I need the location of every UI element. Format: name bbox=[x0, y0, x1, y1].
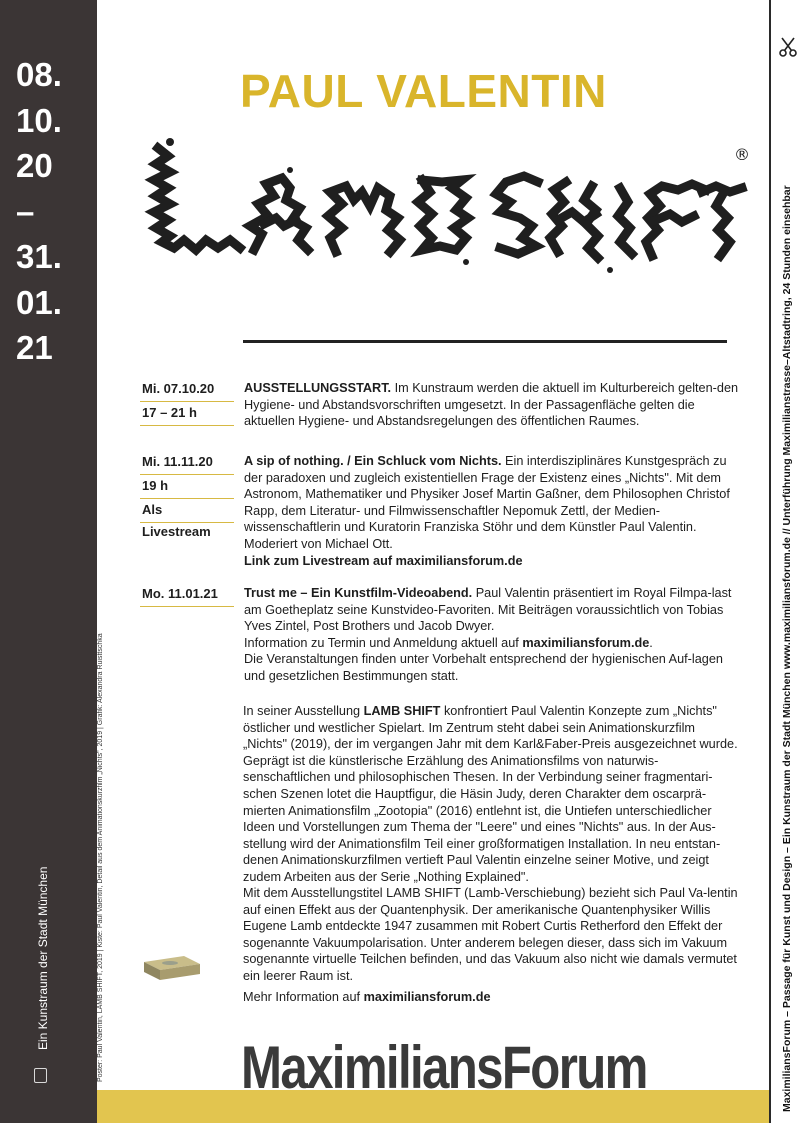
city-label: Ein Kunstraum der Stadt München bbox=[36, 866, 50, 1050]
date-part: 08. bbox=[16, 56, 62, 93]
event-dates bbox=[140, 583, 234, 607]
event-text: Paul Valentin präsentiert im Royal Filmpa-last am Goetheplatz seine Kunstvideo-Favoriten. Mit Beiträgen voraussichtlich von Tobias Yves Zintel, Post Brothers und Jacob Dwyer. bbox=[244, 586, 732, 634]
event-info: Information zu Termin und Anmeldung aktuell auf bbox=[244, 635, 523, 650]
event-dates bbox=[140, 451, 234, 539]
brand-logo: MaximiliansForum bbox=[241, 1034, 647, 1101]
event-description bbox=[244, 380, 740, 430]
title-rule bbox=[243, 340, 727, 343]
lambshift-logo-art bbox=[140, 130, 750, 330]
event-text: Ein interdisziplinäres Kunstgespräch zu der paradoxen und zugleich existentiellen Frage der Existenz eines „Nichts". Mit dem Astronom, Mathematiker und Physiker Josef Martin Gaßner, dem Philosophen Christof Rapp, dem Literatur- und Filmwissenschaftler Nepomuk Zettl, der Medien-wissenschaftlerin und Kuratorin Franziska Stöhr und dem Künstler Paul Valentin. Moderiert von Michael Ott. bbox=[244, 454, 730, 551]
coat-of-arms-icon bbox=[34, 1068, 47, 1083]
date-part: 31. bbox=[16, 238, 62, 275]
description-paragraph-2: Mit dem Ausstellungstitel LAMB SHIFT (Lamb-Verschiebung) bezieht sich Paul Va-lentin auf einen Effekt aus der Quantenphysik. Der amerikanische Quantenphysiker Willis Eugene Lamb entdeckte 1947 zusammen mit Robert Curtis Retherford den Effekt der sogenannte Vakuumpolarisation. Unter anderem belegen dieser, dass sich im Vakuum sogenannte virtuelle Teilchen befinden, und das Vakuum also nicht wie damals vermutet ein leerer Raum ist. bbox=[243, 886, 738, 983]
date-part: – bbox=[16, 192, 35, 230]
event-note: Die Veranstaltungen finden unter Vorbehalt entsprechend der hygienischen Auf-lagen und gesetzlichen Bestimmungen statt. bbox=[244, 652, 723, 683]
desc-text: In seiner Ausstellung bbox=[243, 704, 364, 718]
event-dates bbox=[140, 378, 234, 426]
date-part: 21 bbox=[16, 329, 53, 366]
more-info-link[interactable]: maximiliansforum.de bbox=[363, 990, 491, 1004]
event-heading: AUSSTELLUNGSSTART. bbox=[244, 381, 392, 395]
event-info-end: . bbox=[649, 635, 653, 650]
more-info-text: Mehr Information auf bbox=[243, 990, 364, 1004]
event-time: 17 – 21 h bbox=[140, 402, 234, 426]
event-heading: Trust me – Ein Kunstfilm-Videoabend. bbox=[244, 586, 473, 600]
fold-line bbox=[769, 0, 771, 1123]
event-text: Im Kunstraum werden die aktuell im Kulturbereich gelten-den Hygiene- und Abstandsvorschriften umgesetzt. In der Passagenfläche gelten die aktuellen Hygiene- und Abstandsregelungen des öffentlichen Raumes. bbox=[244, 381, 739, 429]
event-date: Mi. 11.11.20 bbox=[140, 451, 234, 475]
desc-text: konfrontiert Paul Valentin Konzepte zum „Nichts" östlicher und westlicher Spielart. Im Zentrum steht dabei sein Animationskurzfilm „Nichts" (2019), der im vergangen Jahr mit dem Karl&Faber-Preis ausgezeichnet wurde. Geprägt ist die künstlerische Erzählung des Animationsfilms von naturwis-senschaftlichen und philosophischen Thesen. In der Verbindung seiner fragmentari-schen Szenen lotet die Hauptfigur, die Häsin Judy, deren Charakter dem oscarprä-mierten Animationsfilm „Zootopia" (2016) entlehnt ist, die Untiefen unterschiedlicher Ideen und Vorstellungen zum Thema der "Leere" und eines "Nichts" aus. In der Aus-stellung wird der Animationsfilm Teil einer großformatigen Installation. In neu entstan-denen Animationskurzfilmen vertieft Paul Valentin einzelne seiner Motive, und zeigt zudem Arbeiten aus der Serie „Nothing Explained". bbox=[243, 704, 738, 884]
lambshift-logo bbox=[140, 130, 750, 330]
event-date: Mi. 07.10.20 bbox=[140, 378, 234, 402]
date-part: 20 bbox=[16, 147, 53, 184]
date-part: 10. bbox=[16, 101, 62, 139]
scissors-icon bbox=[777, 36, 799, 58]
registered-mark: ® bbox=[734, 145, 750, 164]
event-heading: A sip of nothing. / Ein Schluck vom Nichts. bbox=[244, 454, 502, 468]
livestream-link[interactable]: Link zum Livestream auf maximiliansforum.de bbox=[244, 553, 523, 568]
event-time: 19 h bbox=[140, 475, 234, 499]
event-date: Mo. 11.01.21 bbox=[140, 583, 234, 607]
desc-bold-title: LAMB SHIFT bbox=[363, 704, 441, 718]
description-paragraph-1 bbox=[243, 703, 739, 886]
venue-info: MaximiliansForum – Passage für Kunst und Design – Ein Kunstraum der Stadt München www.maximiliansforum.de // Unterführung Maximilianstrasse–Altstadtring, 24 Stunden einsehbar bbox=[781, 185, 793, 1112]
event-description bbox=[244, 453, 740, 569]
website-link[interactable]: maximiliansforum.de bbox=[522, 635, 650, 650]
exhibition-dates bbox=[16, 52, 62, 371]
logo-text: LAMBSHIFT bbox=[140, 130, 146, 131]
event-description bbox=[244, 585, 740, 685]
more-info bbox=[243, 989, 739, 1006]
artwork-box-image bbox=[140, 952, 202, 982]
left-date-bar bbox=[0, 0, 97, 1123]
event-format: Als Livestream bbox=[140, 499, 234, 523]
artist-name: PAUL VALENTIN bbox=[240, 65, 607, 117]
date-part: 01. bbox=[16, 283, 62, 321]
credits-line: Poster: Paul Valentin, LAMB SHIFT, 2019 | Kiste: Paul Valentin, Detail aus dem Animationskurzfilm „Nichts", 2019 | Grafik: Alexandra Ruisttschka bbox=[97, 633, 104, 1082]
